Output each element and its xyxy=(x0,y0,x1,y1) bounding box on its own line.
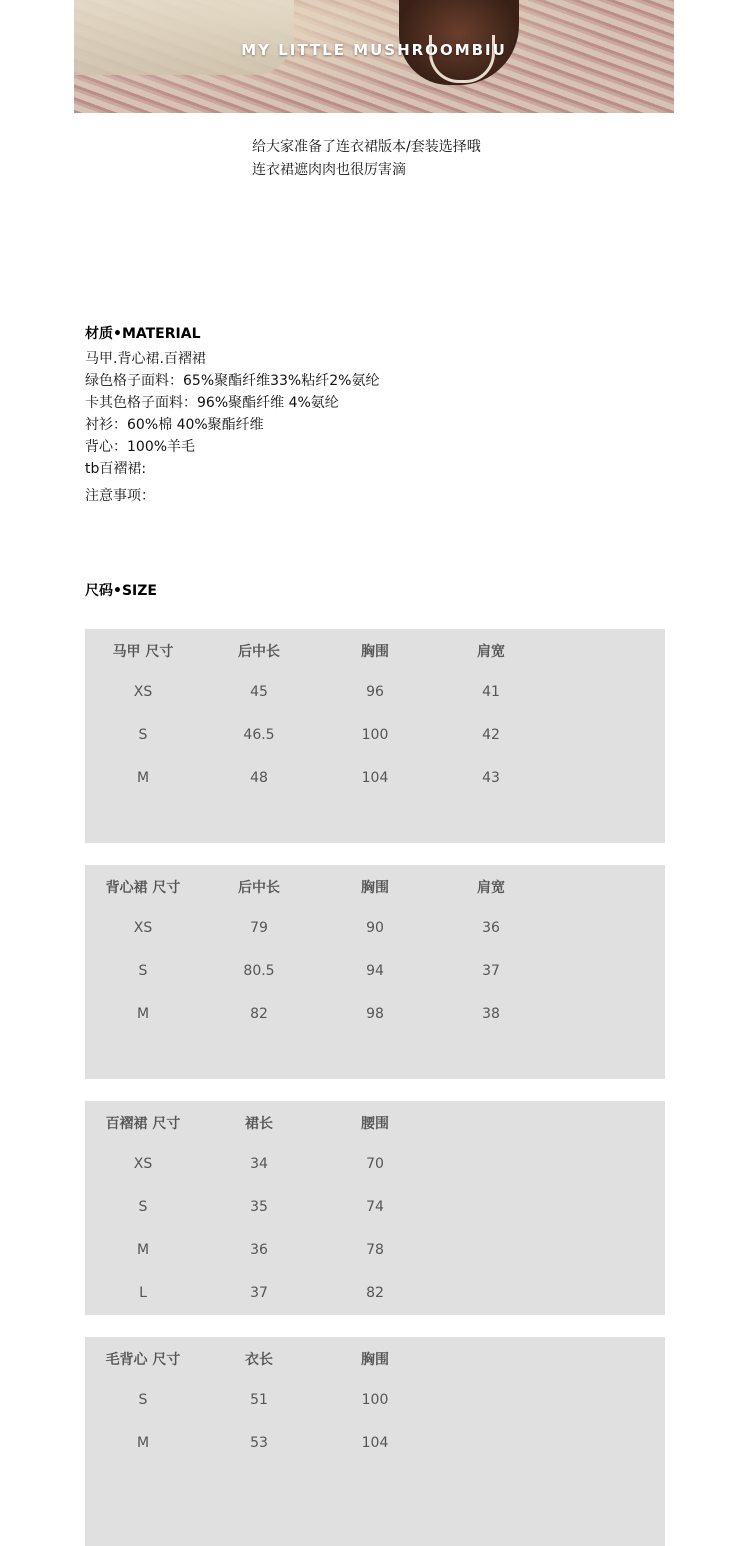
size-table-knit-vest xyxy=(85,1337,665,1546)
material-line: 马甲.背心裙.百褶裙 xyxy=(85,351,206,367)
table-cell: 96 xyxy=(366,684,384,700)
hero-image xyxy=(74,0,674,113)
table-cell: 100 xyxy=(361,727,389,743)
material-line: 卡其色格子面料：96%聚酯纤维 4%氨纶 xyxy=(85,395,339,411)
table-cell: 37 xyxy=(482,963,500,979)
table-cell: 78 xyxy=(366,1242,384,1258)
table-row xyxy=(85,727,665,747)
table-row xyxy=(85,1285,665,1305)
table-header-cell: 背心裙 尺寸 xyxy=(105,880,181,896)
material-line: 背心：100%羊毛 xyxy=(85,439,196,455)
table-cell: 94 xyxy=(366,963,384,979)
intro-text xyxy=(252,136,481,182)
table-header-cell: 胸围 xyxy=(361,644,389,660)
table-cell: M xyxy=(136,1242,150,1258)
table-cell: S xyxy=(138,1392,148,1408)
table-cell: L xyxy=(139,1285,147,1301)
table-cell: 70 xyxy=(366,1156,384,1172)
table-header-cell: 肩宽 xyxy=(477,644,505,660)
table-header-cell: 衣长 xyxy=(245,1352,273,1368)
table-cell: M xyxy=(136,1435,150,1451)
table-cell: 100 xyxy=(361,1392,389,1408)
intro-line: 连衣裙遮肉肉也很厉害滴 xyxy=(252,162,406,178)
table-cell: 48 xyxy=(250,770,268,786)
table-row xyxy=(85,1156,665,1176)
table-cell: 79 xyxy=(250,920,268,936)
table-header-cell: 马甲 尺寸 xyxy=(112,644,174,660)
table-row xyxy=(85,770,665,790)
table-row xyxy=(85,1199,665,1219)
table-cell: M xyxy=(136,1006,150,1022)
table-header-row xyxy=(85,877,665,897)
intro-line: 给大家准备了连衣裙版本/套装选择哦 xyxy=(252,139,481,155)
table-header-cell: 后中长 xyxy=(238,880,280,896)
table-cell: XS xyxy=(133,1156,153,1172)
table-cell: 36 xyxy=(482,920,500,936)
material-list xyxy=(85,348,379,480)
table-cell: 37 xyxy=(250,1285,268,1301)
table-row xyxy=(85,1392,665,1412)
table-cell: 35 xyxy=(250,1199,268,1215)
table-cell: S xyxy=(138,963,148,979)
size-table-vest xyxy=(85,629,665,843)
table-cell: S xyxy=(138,1199,148,1215)
hero-title: MY LITTLE MUSHROOMBIU xyxy=(241,41,507,59)
table-cell: XS xyxy=(133,920,153,936)
table-header-cell: 肩宽 xyxy=(477,880,505,896)
table-row xyxy=(85,1006,665,1026)
table-cell: 42 xyxy=(482,727,500,743)
table-cell: 98 xyxy=(366,1006,384,1022)
size-table-pleated-skirt xyxy=(85,1101,665,1315)
material-line: 绿色格子面料：65%聚酯纤维33%粘纤2%氨纶 xyxy=(85,373,380,389)
table-cell: 43 xyxy=(482,770,500,786)
table-cell: 80.5 xyxy=(243,963,275,979)
table-header-cell: 胸围 xyxy=(361,880,389,896)
table-cell: 41 xyxy=(482,684,500,700)
table-cell: 45 xyxy=(250,684,268,700)
table-header-cell: 腰围 xyxy=(361,1116,389,1132)
table-row xyxy=(85,1435,665,1455)
table-header-row xyxy=(85,641,665,661)
table-cell: 90 xyxy=(366,920,384,936)
table-cell: 53 xyxy=(250,1435,268,1451)
notes-label: 注意事项： xyxy=(85,488,155,504)
table-header-cell: 胸围 xyxy=(361,1352,389,1368)
table-cell: S xyxy=(138,727,148,743)
table-cell: 74 xyxy=(366,1199,384,1215)
material-heading: 材质•MATERIAL xyxy=(85,326,201,342)
table-header-cell: 毛背心 尺寸 xyxy=(105,1352,181,1368)
material-line: 衬衫：60%棉 40%聚酯纤维 xyxy=(85,417,264,433)
table-cell: M xyxy=(136,770,150,786)
table-cell: 38 xyxy=(482,1006,500,1022)
table-cell: 36 xyxy=(250,1242,268,1258)
table-header-cell: 后中长 xyxy=(238,644,280,660)
table-header-cell: 百褶裙 尺寸 xyxy=(105,1116,181,1132)
table-header-cell: 裙长 xyxy=(245,1116,273,1132)
table-row xyxy=(85,684,665,704)
table-row xyxy=(85,1242,665,1262)
table-cell: 82 xyxy=(250,1006,268,1022)
table-cell: 104 xyxy=(361,770,389,786)
table-row xyxy=(85,920,665,940)
table-cell: 46.5 xyxy=(243,727,275,743)
table-row xyxy=(85,963,665,983)
table-cell: XS xyxy=(133,684,153,700)
table-cell: 34 xyxy=(250,1156,268,1172)
table-cell: 51 xyxy=(250,1392,268,1408)
table-cell: 104 xyxy=(361,1435,389,1451)
size-heading: 尺码•SIZE xyxy=(85,583,157,599)
material-line: tb百褶裙: xyxy=(85,461,147,477)
table-header-row xyxy=(85,1113,665,1133)
table-cell: 82 xyxy=(366,1285,384,1301)
size-table-pinafore xyxy=(85,865,665,1079)
hero-cushion xyxy=(74,0,294,75)
table-header-row xyxy=(85,1349,665,1369)
